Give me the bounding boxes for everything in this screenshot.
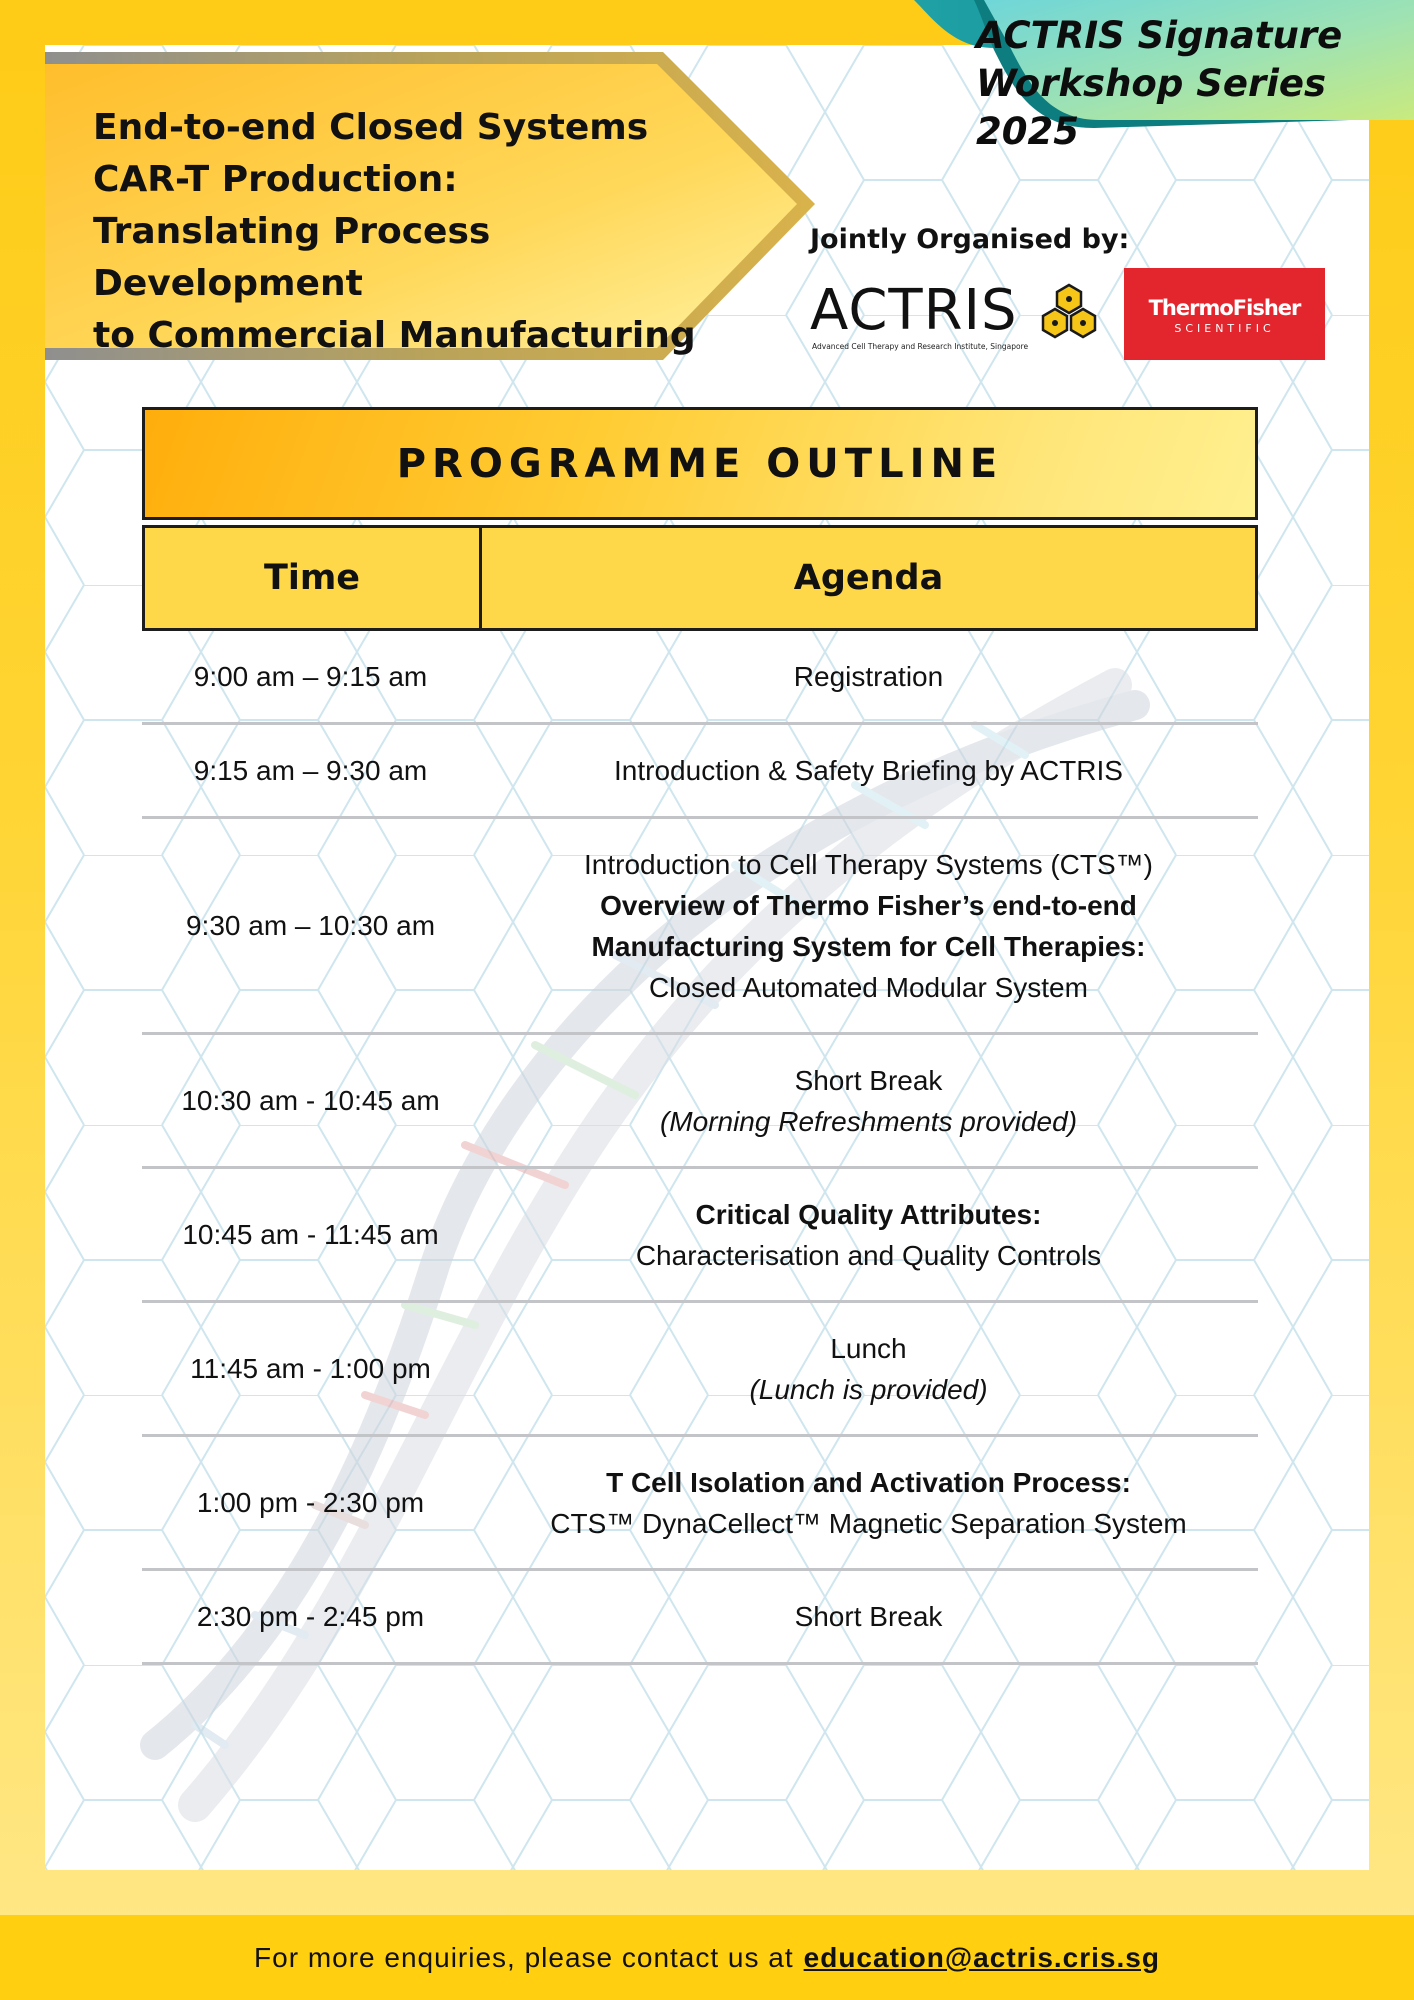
series-title <box>976 12 1396 156</box>
row-agenda <box>479 1328 1258 1410</box>
agenda-line: Critical Quality Attributes: <box>695 1198 1042 1230</box>
row-time: 10:30 am - 10:45 am <box>181 1084 440 1116</box>
series-banner <box>884 0 1414 153</box>
table-row <box>142 725 1258 819</box>
row-agenda <box>479 1060 1258 1142</box>
actris-tagline: Advanced Cell Therapy and Research Institute, Singapore <box>812 342 1029 351</box>
agenda-line: Manufacturing System for Cell Therapies: <box>591 930 1146 962</box>
agenda-line: Short Break <box>794 1064 943 1096</box>
row-agenda <box>479 1596 1258 1637</box>
agenda-line: Introduction & Safety Briefing by ACTRIS <box>614 755 1123 786</box>
row-agenda <box>479 1194 1258 1276</box>
row-time: 2:30 pm - 2:45 pm <box>196 1600 425 1632</box>
title-line-1: End-to-end Closed Systems <box>93 107 649 148</box>
agenda-line: Short Break <box>794 1601 943 1632</box>
time-column-header: Time <box>142 525 482 631</box>
actris-hexagon-emblem-icon <box>1038 283 1100 347</box>
agenda-line: Closed Automated Modular System <box>649 971 1088 1003</box>
organisers-label: Jointly Organised by: <box>810 224 1130 255</box>
row-agenda <box>479 844 1258 1008</box>
agenda-line: Registration <box>793 661 944 692</box>
row-agenda <box>479 1462 1258 1544</box>
workshop-title <box>93 102 743 362</box>
table-row <box>142 1035 1258 1169</box>
table-row <box>142 819 1258 1035</box>
agenda-column-header: Agenda <box>479 525 1258 631</box>
thermo-fisher-name: ThermoFisher <box>1148 296 1301 320</box>
agenda-line: Overview of Thermo Fisher’s end-to-end <box>600 889 1137 921</box>
row-time: 1:00 pm - 2:30 pm <box>196 1486 425 1518</box>
contact-email-link[interactable]: education@actris.cris.sg <box>803 1941 1160 1973</box>
agenda-line: CTS™ DynaCellect™ Magnetic Separation System <box>550 1507 1187 1539</box>
title-line-3: Translating Process Development <box>93 211 491 304</box>
title-line-4: to Commercial Manufacturing <box>93 315 696 356</box>
agenda-line: (Morning Refreshments provided) <box>659 1105 1078 1137</box>
row-agenda <box>479 656 1258 697</box>
agenda-line: Lunch <box>830 1332 907 1364</box>
table-row <box>142 1169 1258 1303</box>
title-banner <box>45 52 815 362</box>
row-time: 9:30 am – 10:30 am <box>185 909 436 941</box>
table-row <box>142 1303 1258 1437</box>
table-row <box>142 1437 1258 1571</box>
agenda-line: Characterisation and Quality Controls <box>635 1239 1102 1271</box>
agenda-line: Introduction to Cell Therapy Systems (CTS™) <box>583 848 1153 880</box>
row-time: 10:45 am - 11:45 am <box>182 1218 439 1250</box>
footer-bar <box>0 1915 1414 2000</box>
footer-text: For more enquiries, please contact us at <box>254 1941 794 1973</box>
thermo-fisher-sub: SCIENTIFIC <box>1174 322 1275 335</box>
series-line-2: Workshop Series 2025 <box>976 62 1327 153</box>
row-time: 9:00 am – 9:15 am <box>193 660 428 692</box>
actris-wordmark: ACTRIS <box>810 278 1018 343</box>
row-time: 9:15 am – 9:30 am <box>193 754 428 786</box>
agenda-line: (Lunch is provided) <box>749 1373 988 1405</box>
row-time: 11:45 am - 1:00 pm <box>190 1352 431 1384</box>
table-row <box>142 631 1258 725</box>
title-line-2: CAR-T Production: <box>93 159 458 200</box>
programme-outline-heading: PROGRAMME OUTLINE <box>142 407 1258 520</box>
agenda-line: T Cell Isolation and Activation Process: <box>606 1466 1131 1498</box>
thermo-fisher-logo <box>1124 268 1325 360</box>
series-line-1: ACTRIS Signature <box>976 14 1343 57</box>
table-row <box>142 1571 1258 1665</box>
programme-rows <box>142 631 1258 1665</box>
row-agenda <box>479 750 1258 791</box>
